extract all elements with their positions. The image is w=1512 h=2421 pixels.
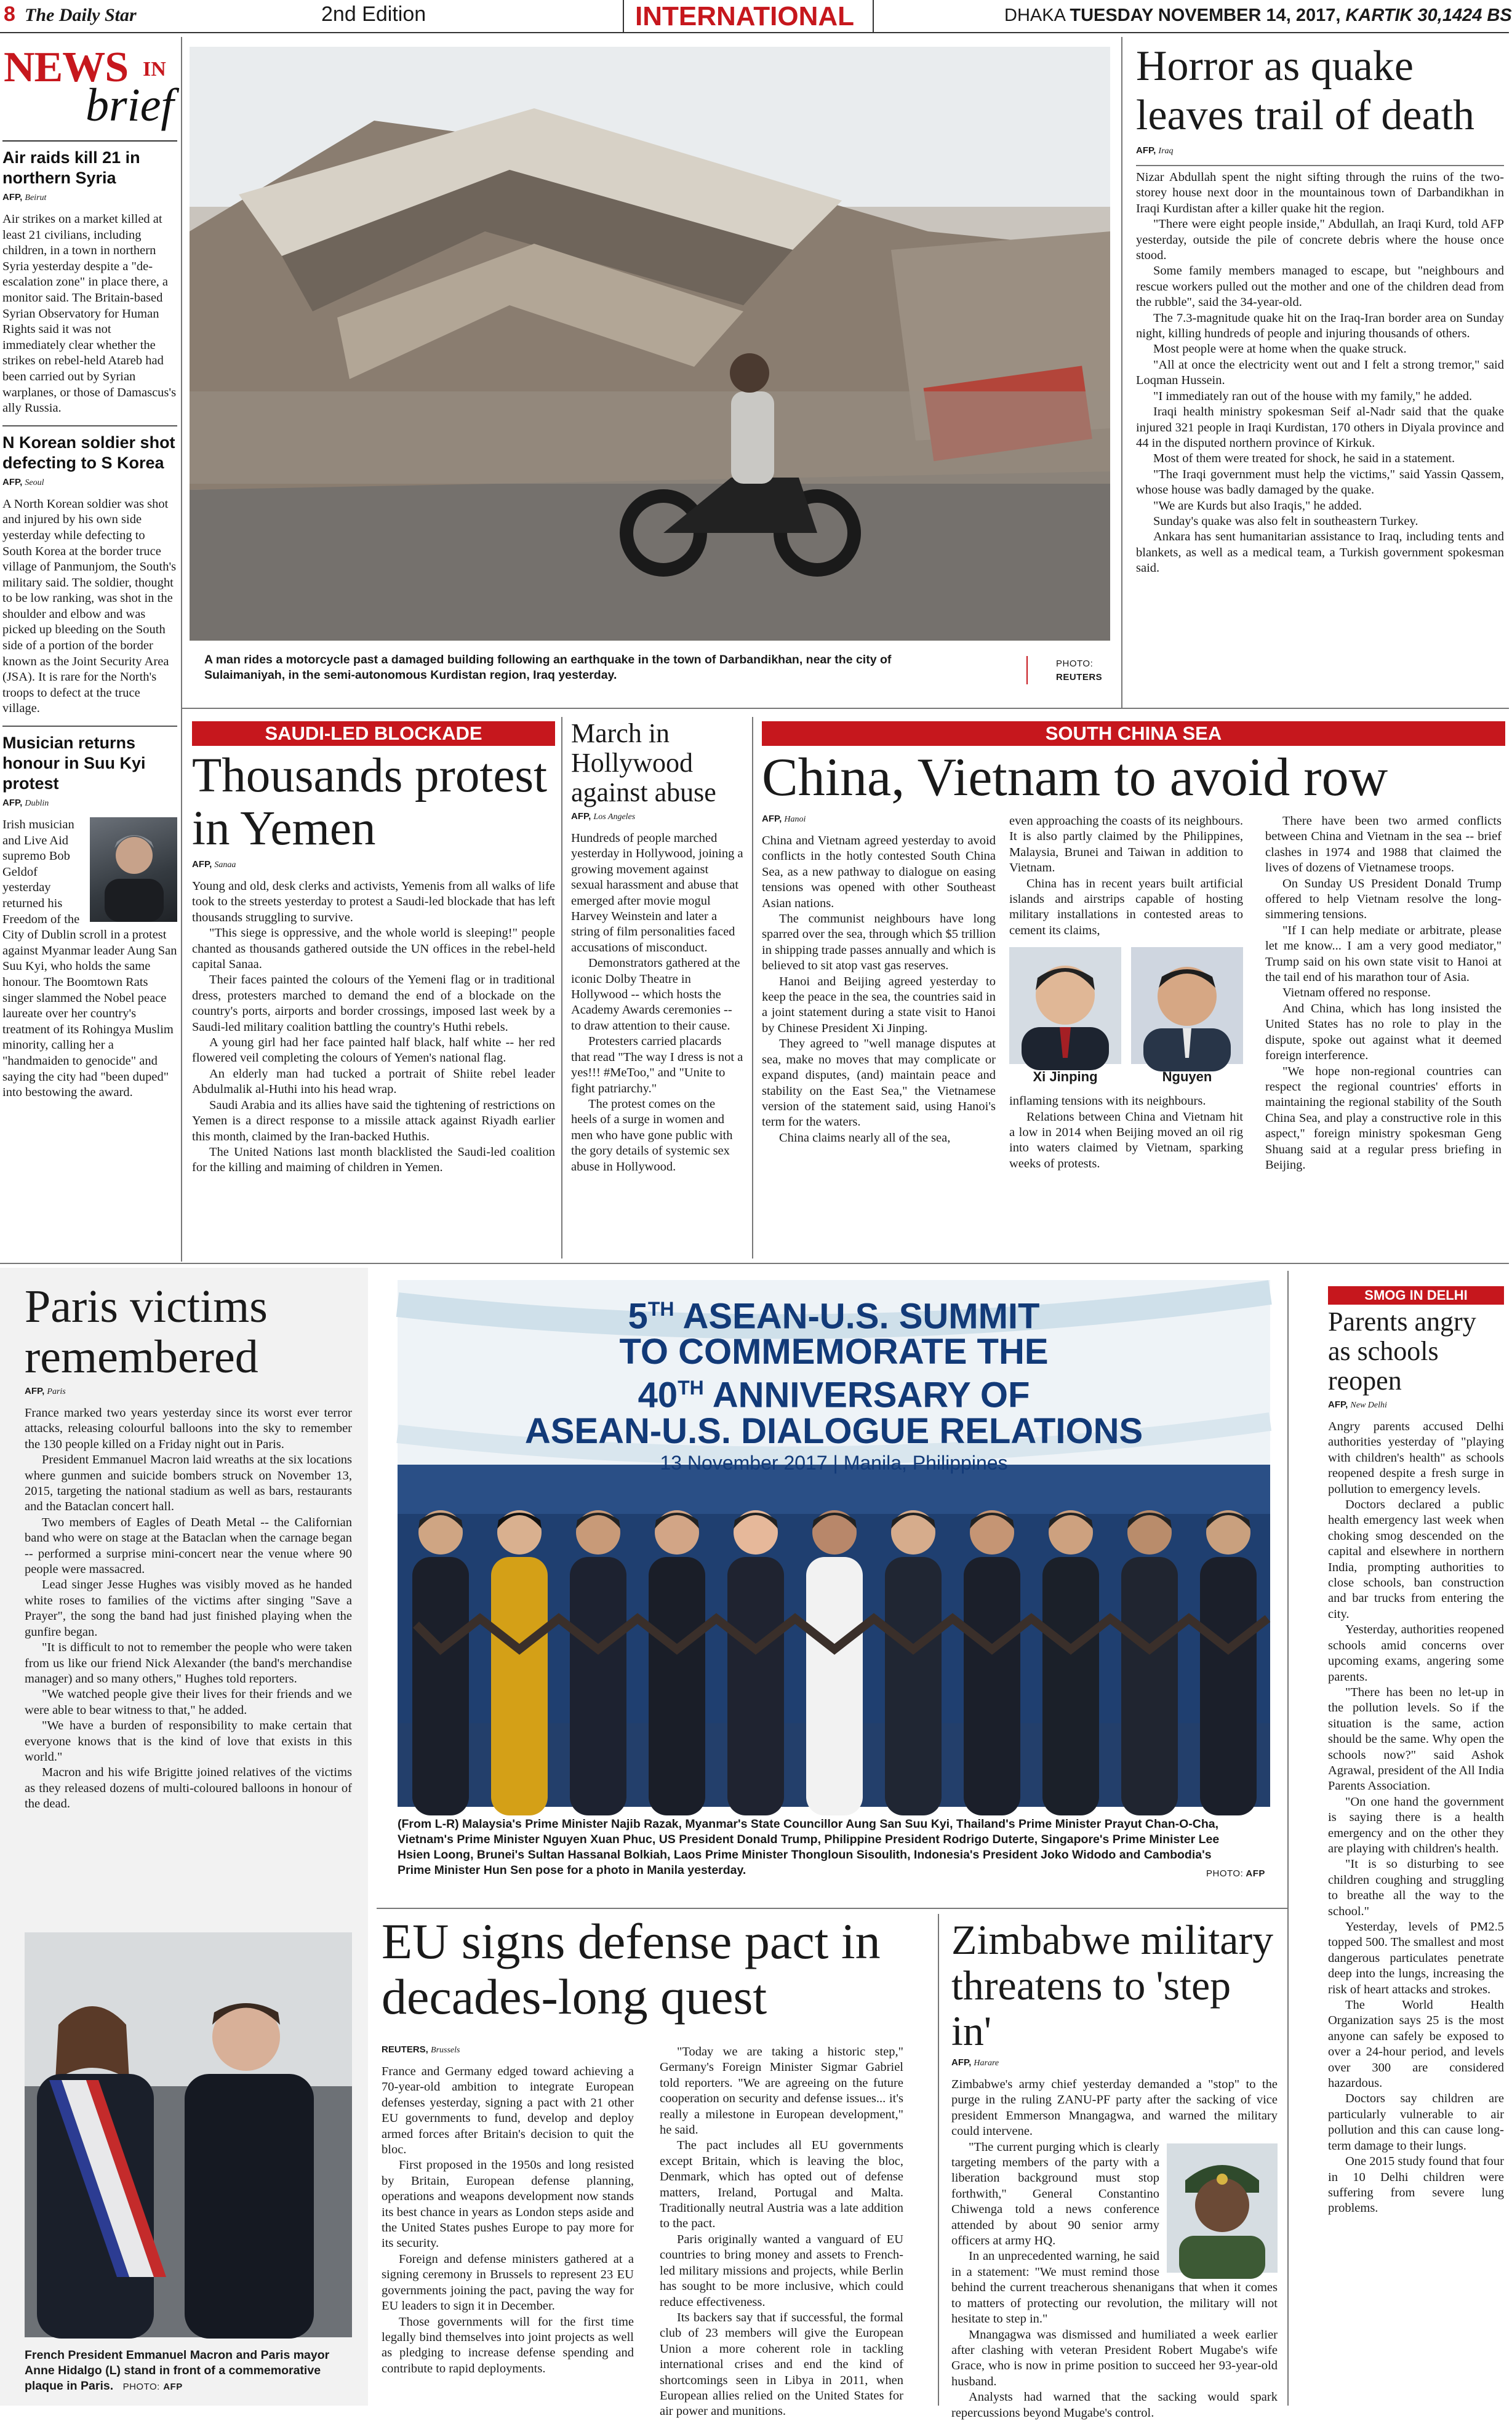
china-kicker: SOUTH CHINA SEA — [762, 721, 1505, 746]
eu-headline: EU signs defense pact in decades-long quest — [382, 1913, 881, 2025]
paragraph: Relations between China and Vietnam hit a low in 2014 when Beijing moved an oil rig into waters claimed by Vietnam, sparking weeks of protests. — [1009, 1110, 1243, 1170]
paragraph: Two members of Eagles of Death Metal -- the Californian band who were on stage at the Bataclan when the carnage began -- performed a surprise mini-concert near the venue where 90 people were massacred. — [25, 1515, 352, 1577]
paragraph: "All at once the electricity went out and I felt a strong tremor," said Loqman Hussein. — [1136, 358, 1504, 388]
paragraph: Yesterday, levels of PM2.5 topped 500. The smallest and most dangerous particulates penetrate deep into the lungs, increasing the risk of heart attacks and strokes. — [1328, 1920, 1504, 1996]
eu-dateline: Brussels — [431, 2046, 460, 2055]
brief-item — [2, 433, 177, 717]
leader-figure — [806, 1510, 863, 1815]
xi-jinping-label: Xi Jinping — [1033, 1069, 1098, 1085]
brief-headline: Musician returns honour in Suu Kyi protest — [2, 734, 146, 793]
paragraph: President Emmanuel Macron laid wreaths at the six locations where gunmen and suicide bombers struck on November 13, 2015, targeting the national stadium as well as bars, restaurants and the Bataclan concert hall. — [25, 1453, 352, 1514]
paragraph: "There has been no let-up in the pollution levels. So if the situation is the same, action should be the same. Why open the schools now?" said Ashok Agrawal, president of the All India Parents Association. — [1328, 1685, 1504, 1793]
zimbabwe-body-bottom — [951, 2327, 1278, 2421]
dateline-bangla: KARTIK 30,1424 BS — [1345, 6, 1512, 25]
brief-title-brief: brief — [86, 79, 174, 131]
earthquake-rubble-image — [190, 47, 1110, 641]
paragraph: Analysts had warned that the sacking would spark repercussions beyond Mugabe's control. — [951, 2390, 1278, 2420]
dateline — [1004, 6, 1512, 26]
brief-body: Irish musician and Live Aid supremo Bob Geldof yesterday returned his Freedom of the City of Dublin scroll in a protest against Myanmar leader Aung San Suu Kyi, who holds the same honour. The Boomtown Rats singer slammed the Nobel peace laureate over her country's treatment of its Rohingya Muslim minority, calling her a "handmaiden to genocide" and saying the city had "been duped" into bestowing the award. — [2, 818, 177, 1100]
zimbabwe-dateline: Harare — [974, 2059, 999, 2068]
yemen-agency: AFP, — [192, 859, 212, 870]
brief-item — [2, 148, 177, 417]
asean-credit-label: PHOTO: — [1206, 1868, 1244, 1879]
paragraph: "It is difficult to not to remember the people who were taken from us like our friend Nick Alexander (the band's merchandise manager) and so many others," Hughes told reporters. — [25, 1641, 352, 1686]
paragraph: Most people were at home when the quake struck. — [1153, 342, 1407, 356]
paragraph: "The current purging which is clearly targeting members of the party with a liberation background must stop forthwith," General Constantino Chiwenga told a news conference attended by about 90 senior army officers at army HQ. — [951, 2140, 1159, 2248]
leader-figure — [570, 1510, 626, 1815]
paragraph: Foreign and defense ministers gathered at a signing ceremony in Brussels to represent 23 EU governments joining the pact, paving the way for EU leaders to sign it in December. — [382, 2252, 634, 2313]
leaders-group-photo — [398, 1465, 1270, 1807]
geldof-photo — [90, 817, 177, 922]
leader-figure — [727, 1510, 784, 1815]
masthead — [0, 0, 1512, 33]
paragraph: "We hope non-regional countries can respect the regional countries' efforts in maintaining the regional stability of the South China Sea, and play a constructive role in this aspect," foreign ministry spokesman Geng Shuang said at a regular press briefing in Beijing. — [1265, 1064, 1502, 1172]
zimbabwe-headline: Zimbabwe military threatens to 'step in' — [951, 1916, 1274, 2054]
brief-item — [2, 733, 177, 1101]
paragraph: On Sunday US President Donald Trump offered to help Vietnam resolve the long-simmering tensions. — [1265, 876, 1502, 922]
person-portrait-icon — [90, 817, 177, 922]
yemen-dateline: Sanaa — [214, 860, 236, 870]
delhi-agency: AFP, — [1328, 1399, 1348, 1410]
china-dateline: Hanoi — [784, 815, 806, 824]
paragraph: Young and old, desk clerks and activists, Yemenis from all walks of life took to the streets yesterday to protest a Saudi-led blockade that has left thousands struggling to survive. — [192, 879, 555, 924]
paragraph: Most of them were treated for shock, he said in a statement. — [1153, 452, 1455, 466]
paragraph: Demonstrators gathered at the iconic Dolby Theatre in Hollywood -- which hosts the Academy Awards ceremonies -- to draw attention to their cause. — [571, 956, 740, 1033]
banner-line1-num: 5 — [628, 1296, 648, 1337]
paragraph: The pact includes all EU governments except Britain, which is leaving the bloc, Denmark, which has opted out of defense matters, Ireland, Portugal and Malta. Traditionally neutral Austria was a late addition to the pact. — [660, 2139, 903, 2231]
paragraph: One 2015 study found that four in 10 Delhi children were suffering from severe lung problems. — [1328, 2155, 1504, 2215]
portrait-icon — [1131, 947, 1243, 1064]
nguyen-photo — [1131, 947, 1243, 1064]
paragraph: Ankara has sent humanitarian assistance to Iraq, including tents and blankets, as well as a medical team, a Turkish government spokesman said. — [1136, 530, 1504, 575]
paragraph: Doctors say children are particularly vulnerable to air pollution and this can cause long-term damage to their lungs. — [1328, 2092, 1504, 2153]
dateline-city: DHAKA — [1004, 6, 1065, 25]
brief-agency: AFP, — [2, 476, 23, 487]
paragraph: Doctors declared a public health emergency last week when choking smog descended on the capital and elsewhere in northern India, prompting authorities to close schools, ban construction and bar trucks from entering the city. — [1328, 1498, 1504, 1621]
brief-agency: AFP, — [2, 798, 23, 809]
paris-headline: Paris victims remembered — [25, 1281, 268, 1383]
paragraph: "If I can help mediate or arbitrate, please let me know... I am a very good mediator," Trump said on his own state visit to Hanoi at the tail end of his marathon tour of Asia. — [1265, 923, 1502, 985]
china-col2-top — [1009, 814, 1243, 938]
paragraph: Its backers say that if successful, the formal club of 23 members will give the European Union a more coherent role in tackling international crises and end the kind of shortcomings seen in Libya in 2011, when European allies relied on the United States for air power and munitions. — [660, 2310, 903, 2419]
paragraph: Hanoi and Beijing agreed yesterday to keep the peace in the sea, the countries said in a joint statement during a state visit to Hanoi by Chinese President Xi Jinping. — [762, 974, 996, 1035]
paris-photo-credit-label: PHOTO: — [122, 2382, 160, 2392]
zimbabwe-body-top — [951, 2077, 1278, 2140]
eu-col1 — [382, 2064, 634, 2377]
paragraph: Paris originally wanted a vanguard of EU countries to bring money and assets to French-led military missions and projects, while Berlin has sought to be more inclusive, which could reduce effectiveness. — [660, 2232, 903, 2309]
quake-story — [1136, 42, 1504, 577]
banner-line2: TO COMMEMORATE THE — [619, 1332, 1049, 1372]
leader-figure — [1042, 1510, 1099, 1815]
paragraph: China claims nearly all of the sea, — [779, 1130, 951, 1145]
yemen-story — [192, 721, 555, 1176]
brief-dateline: Beirut — [25, 193, 47, 202]
paris-photo-caption — [25, 2348, 357, 2395]
brief-title — [2, 43, 177, 135]
delhi-body — [1328, 1419, 1504, 2217]
paragraph: Yesterday, authorities reopened schools amid concerns over upcoming exams, angering some parents. — [1328, 1623, 1504, 1684]
paragraph: Angry parents accused Delhi authorities yesterday of "playing with children's health" as schools reopened despite a fresh surge in pollution to emergency levels. — [1328, 1420, 1504, 1496]
paragraph: "On one hand the government is saying there is a health emergency and on the other they are playing with children's health. — [1328, 1795, 1504, 1855]
leader-figure — [1200, 1510, 1257, 1815]
zimbabwe-story — [951, 1917, 1278, 2421]
quake-photo — [190, 47, 1110, 641]
paragraph: The protest comes on the heels of a surge in women and men who have gone public with the gory details of systemic sex abuse in Hollywood. — [571, 1097, 733, 1174]
hollywood-headline: March in Hollywood against abuse — [571, 718, 716, 807]
paragraph: There have been two armed conflicts between China and Vietnam in the sea -- brief clashes in 1974 and 1988 that claimed the lives of dozens of Vietnamese troops. — [1265, 814, 1502, 875]
paragraph: Iraqi health ministry spokesman Seif al-Nadr said that the quake injured 321 people in Iraqi Kurdistan, 170 others in Diyala province and 44 in the disputed northern province of Kirkuk. — [1136, 405, 1504, 450]
paragraph: "I immediately ran out of the house with my family," he added. — [1153, 389, 1473, 403]
dateline-date: TUESDAY NOVEMBER 14, 2017, — [1070, 6, 1341, 25]
brief-body: A North Korean soldier was shot and injured by his own side yesterday while defecting to South Korea at the border truce village of Panmunjom, the South's military said. The soldier, thought to be low ranking, was shot in the shoulder and elbow and was picked up bleeding on the South side of a portion of the border known as the Joint Security Area (JSA). It is rare for the North's troops to defect at the truce village. — [2, 497, 177, 716]
soldier-portrait-icon — [1167, 2143, 1278, 2273]
credit-source: REUTERS — [1056, 672, 1103, 682]
yemen-body — [192, 879, 555, 1176]
paragraph: "It is so disturbing to see children coughing and struggling to breathe all the way to the school." — [1328, 1857, 1504, 1918]
asean-photo — [398, 1280, 1270, 1807]
chiwenga-photo — [1167, 2143, 1278, 2273]
banner-line3-num: 40 — [638, 1375, 678, 1415]
zimbabwe-agency: AFP, — [951, 2057, 972, 2068]
delhi-headline: Parents angry as schools reopen — [1328, 1307, 1476, 1396]
paris-photo-credit-source: AFP — [163, 2382, 183, 2392]
paragraph: The United Nations last month blacklisted the Saudi-led coalition for the killing and maiming of children in Yemen. — [192, 1145, 555, 1175]
paragraph: Macron and his wife Brigitte joined relatives of the victims as they released dozens of multi-coloured balloons in honour of the dead. — [25, 1766, 352, 1811]
paragraph: The communist neighbours have long sparred over the sea, through which $5 trillion in shipping trade passes annually and which is believed to sit atop vast gas reserves. — [762, 912, 996, 973]
banner-line1-rest: ASEAN-U.S. SUMMIT — [682, 1296, 1040, 1337]
paragraph: France and Germany edged toward achieving a 70-year-old ambition to integrate European defenses yesterday, signing a pact with 21 other EU governments to fund, develop and deploy armed forces after Britain's decision to quit the bloc. — [382, 2065, 634, 2157]
paragraph: In an unprecedented warning, he said in a statement: "We must remind those behind the current treacherous shenanigans that when it comes to matters of protecting our revolution, the military will not hesitate to step in." — [951, 2249, 1278, 2326]
paris-story — [0, 1268, 368, 2406]
brief-headline: Air raids kill 21 in northern Syria — [2, 148, 140, 187]
ceremony-photo-image — [25, 1932, 352, 2337]
hollywood-body — [571, 831, 743, 1175]
eu-story — [382, 1913, 923, 2419]
china-col2-para: even approaching the coasts of its neighbours. It is also partly claimed by the Philippines, Malaysia, Brunei and Taiwan in addition to Vietnam. — [1009, 814, 1243, 875]
leader-figure — [491, 1510, 548, 1815]
china-col2-para: China has in recent years built artificial islands and airstrips capable of hosting military installations in contested areas to cement its claims, — [1009, 876, 1243, 937]
portrait-icon — [1009, 947, 1121, 1064]
paris-body — [25, 1406, 352, 1812]
brief-title-news: NEWS — [4, 44, 129, 91]
paragraph: China and Vietnam agreed yesterday to avoid conflicts in the hotly contested South China Sea, as a new pathway to dialogue on easing tensions was opened with other Southeast Asian nations. — [762, 834, 996, 910]
paragraph: They agreed to "well manage disputes at sea, make no moves that may complicate or expand disputes, (and) maintain peace and stability on the East Sea," the Vietnamese version of the statement said, using Hanoi's term for the waters. — [762, 1037, 996, 1129]
eu-col2 — [660, 2044, 903, 2420]
hollywood-story — [571, 719, 743, 1175]
asean-caption: (From L-R) Malaysia's Prime Minister Najib Razak, Myanmar's State Councillor Aung San Suu Kyi, Thailand's Prime Minister Prayut Chan-O-Cha, Vietnam's Prime Minister Nguyen Xuan Phuc, US President Donald Trump, Philippine President Rodrigo Duterte, Singapore's Prime Minister Lee Hsien Loong, Brunei's Sultan Hassanal Bolkiah, Laos Prime Minister Thongloun Sisoulith, Indonesia's President Joko Widodo and Cambodia's Prime Minister Hun Sen pose for a photo in Manila yesterday. — [398, 1817, 1220, 1877]
brief-headline: N Korean soldier shot defecting to S Korea — [2, 433, 175, 472]
delhi-dateline: New Delhi — [1350, 1401, 1387, 1410]
paragraph: Nizar Abdullah spent the night sifting through the ruins of the two-storey house next door in the mountainous town of Darbandikhan in Iraqi Kurdistan after a killer quake hit the region. — [1136, 170, 1504, 215]
banner-line1 — [398, 1291, 1270, 1337]
hollywood-dateline: Los Angeles — [593, 812, 636, 822]
paris-dateline: Paris — [47, 1387, 66, 1396]
banner-line3-rest: ANNIVERSARY OF — [712, 1375, 1030, 1415]
paragraph: Vietnam offered no response. — [1282, 986, 1431, 1000]
quake-headline: Horror as quake leaves trail of death — [1136, 42, 1475, 139]
hollywood-agency: AFP, — [571, 811, 591, 822]
brief-body: Air strikes on a market killed at least 21 civilians, including children, in a town in northern Syria yesterday despite a "de-escalation zone" in place there, a monitor said. The Britain-based Syrian Observatory for Human Rights said it was not immediately clear whether the strikes on rebel-held Atareb had been carried out by Syrian warplanes, or those of Damascus's ally Russia. — [2, 212, 177, 415]
yemen-kicker: SAUDI-LED BLOCKADE — [192, 721, 555, 746]
china-headline: China, Vietnam to avoid row — [762, 748, 1388, 807]
paragraph: And China, which has long insisted the United States has no role to play in the dispute, spoke out against what it deemed foreign interference. — [1265, 1001, 1502, 1063]
quake-photo-credit — [1056, 657, 1102, 684]
section-name: INTERNATIONAL — [635, 1, 855, 31]
quake-agency: AFP, — [1136, 145, 1156, 156]
nguyen-label: Nguyen — [1162, 1069, 1212, 1085]
banner-line3-sup: TH — [678, 1377, 704, 1399]
china-vietnam-story — [762, 721, 1505, 1263]
banner-line3 — [398, 1370, 1270, 1413]
brief-agency: AFP, — [2, 192, 23, 202]
paragraph: France marked two years yesterday since its worst ever terror attacks, releasing colourful balloons into the sky to remember the 130 people killed on a Friday night out in Paris. — [25, 1406, 352, 1451]
china-col2-bottom — [1009, 1094, 1243, 1172]
leader-figure — [885, 1510, 942, 1815]
paragraph: "We watched people give their lives for their friends and we were able to bear witness to that," he added. — [25, 1687, 352, 1717]
paragraph: Sunday's quake was also felt in southeastern Turkey. — [1153, 514, 1418, 528]
paragraph: A young girl had her face painted half black, half white -- her red flowered veil completing the colours of Yemen's national flag. — [192, 1036, 555, 1065]
paragraph: Protesters carried placards that read "The way I dress is not a yes!!! #MeToo," and "Unite to fight patriarchy." — [571, 1034, 743, 1095]
leader-figure — [412, 1510, 469, 1815]
paragraph: inflaming tensions with its neighbours. — [1009, 1094, 1206, 1108]
paragraph: The 7.3-magnitude quake hit on the Iraq-Iran border area on Sunday night, killing hundreds of people and injuring thousands of others. — [1136, 311, 1504, 341]
brief-dateline: Dublin — [25, 799, 49, 809]
macron-hidalgo-photo — [25, 1932, 352, 2337]
news-in-brief — [2, 43, 177, 1101]
paragraph: "The Iraqi government must help the victims," said Yassin Qassem, whose house was badly damaged by the quake. — [1136, 467, 1504, 497]
eu-agency: REUTERS, — [382, 2044, 428, 2055]
yemen-headline: Thousands protest in Yemen — [192, 749, 548, 855]
china-col3 — [1265, 814, 1502, 1173]
paragraph: "There were eight people inside," Abdullah, an Iraqi Kurd, told AFP yesterday, outside the pile of concrete debris where the house once stood. — [1136, 217, 1504, 263]
credit-label: PHOTO: — [1056, 658, 1094, 669]
paragraph: Zimbabwe's army chief yesterday demanded a "stop" to the purge in the ruling ZANU-PF party after the sacking of vice president Emmerson Mnangagwa, and warned the military could intervene. — [951, 2078, 1278, 2139]
paragraph: "This siege is oppressive, and the whole world is sleeping!" people chanted as thousands gathered outside the UN offices in the rebel-held capital Sanaa. — [192, 926, 555, 972]
paragraph: First proposed in the 1950s and long resisted by Britain, European defense planning, operations and weapons development now stands its best chance in years as London steps aside and the United States pushes Europe to pay more for its security. — [382, 2158, 634, 2251]
asean-credit-source: AFP — [1246, 1868, 1265, 1879]
quake-dateline: Iraq — [1158, 146, 1174, 156]
brief-title-in: IN — [143, 58, 166, 81]
page-number: 8 — [4, 2, 15, 26]
leaders-photos — [1009, 947, 1243, 1094]
china-col1 — [762, 833, 996, 1146]
delhi-kicker: SMOG IN DELHI — [1328, 1286, 1504, 1305]
banner-line1-sup: TH — [647, 1298, 674, 1320]
leader-figure — [964, 1510, 1020, 1815]
paragraph: Hundreds of people marched yesterday in Hollywood, joining a growing movement against sexual harassment and abuse that emerged after movie mogul Harvey Weinstein and later a string of film personalities faced accusations of misconduct. — [571, 831, 743, 954]
brief-dateline: Seoul — [25, 478, 44, 487]
paragraph: The World Health Organization says 25 is the most anyone can safely be exposed to over a 24-hour period, and levels over 300 are considered hazardous. — [1328, 1998, 1504, 2091]
paragraph: An elderly man had tucked a portrait of Shiite rebel leader Abdulmalik al-Huthi into his head wrap. — [192, 1066, 555, 1097]
edition: 2nd Edition — [321, 2, 426, 26]
china-agency: AFP, — [762, 814, 782, 824]
leader-figure — [649, 1510, 705, 1815]
delhi-story — [1328, 1286, 1504, 2217]
paragraph: Lead singer Jesse Hughes was visibly moved as he handed white roses to families of the victims after singing "Save a Prayer", the song the band had just finished playing when the gunfire began. — [25, 1578, 352, 1639]
banner-line4: ASEAN-U.S. DIALOGUE RELATIONS — [524, 1411, 1143, 1451]
quake-body — [1136, 170, 1504, 577]
paragraph: "Today we are taking a historic step," Germany's Foreign Minister Sigmar Gabriel told reporters. "We are agreeing on the future cooperation on security and defense issues... it's really a milestone in European development," he said. — [660, 2045, 903, 2137]
leader-figure — [1121, 1510, 1178, 1815]
banner-date: 13 November 2017 | Manila, Philippines — [660, 1451, 1008, 1474]
paragraph: Their faces painted the colours of the Yemeni flag or in traditional dress, protesters marched to demand the end of a blockade on the country's ports, airports and border crossings, imposed last week by a Saudi-led military coalition battling the country's Huthi rebels. — [192, 973, 555, 1034]
quake-photo-caption: A man rides a motorcycle past a damaged building following an earthquake in the town of Darbandikhan, near the city of Sulaimaniyah, in the semi-autonomous Kurdistan region, Iraq yesterday. — [204, 653, 892, 682]
paragraph: Saudi Arabia and its allies have said the tightening of restrictions on Yemen is a direct response to a missile attack against Riyadh earlier this month, claimed by the Iran-backed Huthis. — [192, 1098, 555, 1143]
paragraph: Those governments will for the first time legally bind themselves into joint projects as well as pledging to increase defense spending and contribute to rapid deployments. — [382, 2315, 634, 2375]
paragraph: "We have a burden of responsibility to make certain that everyone knows that is the kind of love that exists in this world." — [25, 1719, 352, 1764]
paragraph: Some family members managed to escape, but "neighbours and rescue workers pulled out the mother and one of the children dead from the rubble", said the 34-year-old. — [1136, 264, 1504, 310]
paper-name: The Daily Star — [25, 5, 137, 25]
paris-caption-text: French President Emmanuel Macron and Paris mayor Anne Hidalgo (L) stand in front of a commemorative plaque in Paris. — [25, 2348, 330, 2393]
paris-agency: AFP, — [25, 1386, 45, 1396]
paragraph: Mnangagwa was dismissed and humiliated a week earlier after clashing with veteran President Robert Mugabe's wife Grace, who is now in prime position to succeed her 93-year-old husband. — [951, 2327, 1278, 2388]
paragraph: "We are Kurds but also Iraqis," he added. — [1153, 498, 1362, 513]
asean-credit — [1206, 1868, 1265, 1879]
asean-banner — [398, 1291, 1270, 1476]
xi-jinping-photo — [1009, 947, 1121, 1064]
